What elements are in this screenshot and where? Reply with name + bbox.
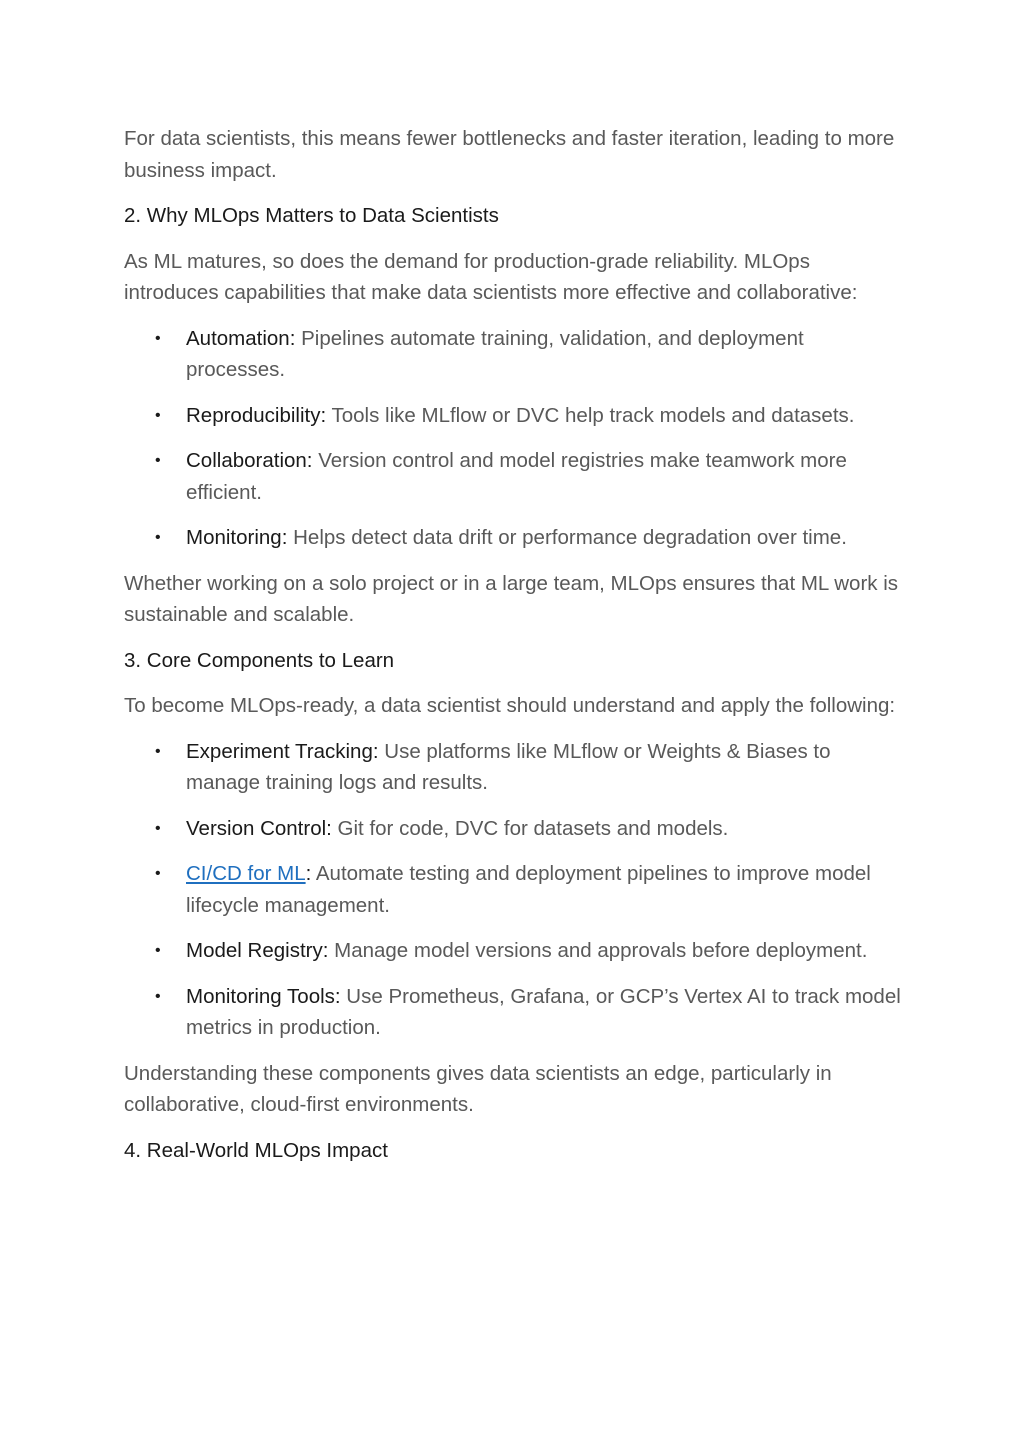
- section-3-intro: To become MLOps-ready, a data scientist should understand and apply the following:: [124, 694, 896, 717]
- list-item-term: Model Registry:: [186, 939, 329, 962]
- bullet-icon: •: [155, 529, 161, 546]
- list-item-text: Manage model versions and approvals before deployment.: [328, 939, 868, 962]
- list-item-term: Reproducibility:: [186, 403, 327, 427]
- section-2-intro: As ML matures, so does the demand for production-grade reliability. MLOps introduces capabilities that make data scientists more effective and collaborative:: [124, 249, 858, 304]
- list-item-model-registry: [124, 935, 904, 967]
- list-item-term: Collaboration:: [186, 449, 313, 472]
- section-3-outro: Understanding these components gives data scientists an edge, particularly in collaborative, cloud-first environments.: [124, 1061, 832, 1116]
- list-item-text: Use platforms like MLflow or Weights & Biases to manage training logs and results.: [186, 739, 831, 794]
- list-item-experiment-tracking: [124, 736, 904, 799]
- list-item-term: Experiment Tracking:: [186, 739, 379, 763]
- section-2-heading: 2. Why MLOps Matters to Data Scientists: [124, 204, 499, 227]
- list-item-monitoring: [124, 522, 904, 554]
- document-page: [124, 123, 904, 1180]
- list-item-collaboration: [124, 445, 904, 508]
- list-item-text: Version control and model registries make teamwork more efficient.: [186, 449, 847, 504]
- bullet-icon: •: [155, 865, 161, 882]
- list-item-version-control: [124, 813, 904, 845]
- bullet-icon: •: [155, 942, 161, 959]
- section-3-heading: 3. Core Components to Learn: [124, 648, 395, 672]
- list-item-text: Pipelines automate training, validation, and deployment processes.: [186, 326, 804, 381]
- bullet-icon: •: [155, 406, 161, 424]
- bullet-icon: •: [155, 819, 161, 837]
- list-item-text: Tools like MLflow or DVC help track models and datasets.: [326, 403, 855, 427]
- section-3-list: [124, 736, 904, 1044]
- bullet-icon: •: [155, 987, 161, 1005]
- bullet-icon: •: [155, 329, 161, 347]
- cicd-for-ml-link[interactable]: CI/CD for ML: [186, 862, 306, 885]
- list-item-term: Monitoring Tools:: [186, 984, 341, 1008]
- list-item-term: Monitoring:: [186, 526, 288, 549]
- section-2-list: [124, 323, 904, 554]
- list-item-colon: :: [305, 862, 312, 885]
- list-item-reproducibility: [124, 400, 904, 432]
- list-item-term: Version Control:: [186, 816, 332, 840]
- list-item-text: Use Prometheus, Grafana, or GCP’s Vertex AI to track model metrics in production.: [186, 984, 901, 1039]
- list-item-text: Helps detect data drift or performance degradation over time.: [287, 526, 847, 549]
- intro-paragraph: For data scientists, this means fewer bottlenecks and faster iteration, leading to more business impact.: [124, 127, 895, 182]
- section-2-outro: Whether working on a solo project or in a large team, MLOps ensures that ML work is sustainable and scalable.: [124, 571, 899, 626]
- list-item-cicd: [124, 858, 904, 921]
- bullet-icon: •: [155, 452, 161, 469]
- list-item-automation: [124, 323, 904, 386]
- list-item-monitoring-tools: [124, 981, 904, 1044]
- bullet-icon: •: [155, 742, 161, 760]
- list-item-term: Automation:: [186, 326, 296, 350]
- list-item-text: Git for code, DVC for datasets and models.: [331, 816, 729, 840]
- section-4-heading: 4. Real-World MLOps Impact: [124, 1138, 388, 1162]
- list-item-text: Automate testing and deployment pipelines to improve model lifecycle management.: [186, 862, 871, 917]
